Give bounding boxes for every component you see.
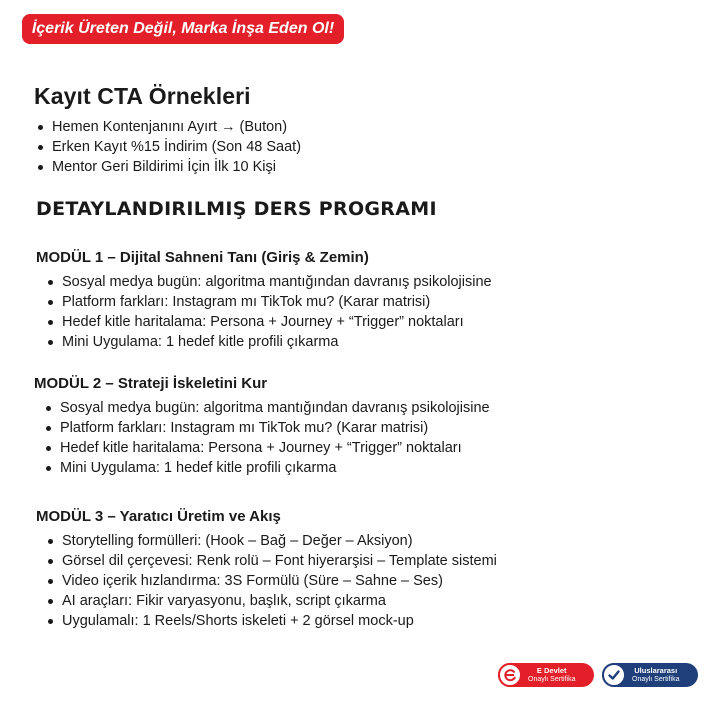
- e-devlet-logo-icon: [498, 663, 522, 687]
- module-item: Görsel dil çerçevesi: Renk rolü – Font hiyerarşisi – Template sistemi: [46, 551, 497, 571]
- cta-item: Erken Kayıt %15 İndirim (Son 48 Saat): [36, 137, 301, 157]
- module-title: MODÜL 3 – Yaratıcı Üretim ve Akış: [36, 508, 281, 525]
- module-item: Storytelling formülleri: (Hook – Bağ – Değer – Aksiyon): [46, 531, 497, 551]
- module-list: [44, 398, 490, 478]
- module-1: [36, 249, 492, 352]
- module-item: Video içerik hızlandırma: 3S Formülü (Süre – Sahne – Ses): [46, 571, 497, 591]
- badge-line1: Uluslararası: [634, 666, 678, 675]
- module-item: Hedef kitle haritalama: Persona + Journey + “Trigger” noktaları: [44, 438, 490, 458]
- badge-line1: E Devlet: [536, 666, 567, 675]
- top-banner: [22, 14, 344, 44]
- module-title: MODÜL 1 – Dijital Sahneni Tanı (Giriş & Zemin): [36, 249, 369, 266]
- module-item: Hedef kitle haritalama: Persona + Journey + “Trigger” noktaları: [46, 312, 492, 332]
- module-item: Mini Uygulama: 1 hedef kitle profili çıkarma: [46, 332, 492, 352]
- module-item: Mini Uygulama: 1 hedef kitle profili çıkarma: [44, 458, 490, 478]
- module-item: Platform farkları: Instagram mı TikTok mu? (Karar matrisi): [44, 418, 490, 438]
- module-title: MODÜL 2 – Strateji İskeletini Kur: [34, 375, 268, 392]
- module-item: Sosyal medya bugün: algoritma mantığından davranış psikolojisine: [44, 398, 490, 418]
- module-3: [36, 508, 497, 631]
- module-item: Platform farkları: Instagram mı TikTok mu? (Karar matrisi): [46, 292, 492, 312]
- international-badge: [602, 663, 698, 687]
- cta-item: Hemen Kontenjanını Ayırt → (Buton): [36, 117, 301, 137]
- module-item: Uygulamalı: 1 Reels/Shorts iskeleti + 2 görsel mock-up: [46, 611, 497, 631]
- program-heading: DETAYLANDIRILMIŞ DERS PROGRAMI: [36, 198, 437, 220]
- banner-text: İçerik Üreten Değil, Marka İnşa Eden Ol!: [31, 20, 335, 37]
- badge-line2: Onaylı Sertifika: [632, 676, 680, 683]
- cta-list: [36, 117, 301, 177]
- edevlet-badge: [498, 663, 594, 687]
- badge-line2: Onaylı Sertifika: [528, 676, 576, 683]
- cta-heading: Kayıt CTA Örnekleri: [34, 83, 251, 109]
- module-item: AI araçları: Fikir varyasyonu, başlık, script çıkarma: [46, 591, 497, 611]
- cta-item: Mentor Geri Bildirimi İçin İlk 10 Kişi: [36, 157, 301, 177]
- module-list: [46, 531, 497, 631]
- certificate-badges: [498, 663, 698, 687]
- module-item: Sosyal medya bugün: algoritma mantığından davranış psikolojisine: [46, 272, 492, 292]
- checkmark-icon: [602, 663, 626, 687]
- module-list: [46, 272, 492, 352]
- module-2: [34, 375, 490, 478]
